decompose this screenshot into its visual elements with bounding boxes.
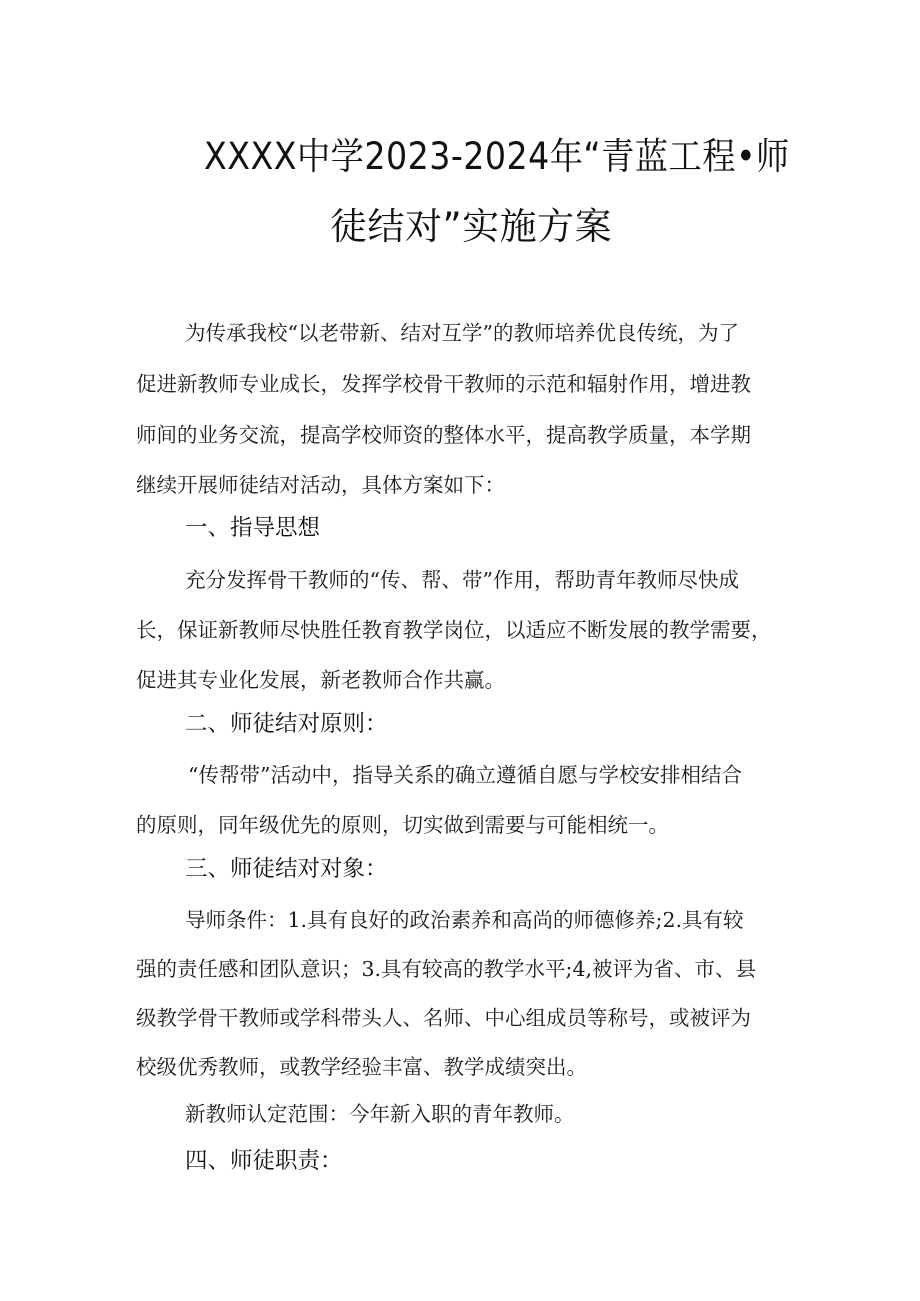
section-3-line-3: 级教学骨干教师或学科带头人、名师、中心组成员等称号，或被评为 <box>136 1006 751 1030</box>
section-1-line-3: 促进其专业化发展，新老教师合作共赢。 <box>136 668 505 692</box>
section-4-heading: 四、师徒职责： <box>185 1148 343 1174</box>
section-3-line-5: 新教师认定范围：今年新入职的青年教师。 <box>185 1102 575 1126</box>
section-2-heading: 二、师徒结对原则： <box>185 711 388 737</box>
intro-line-3: 师间的业务交流，提高学校师资的整体水平，提高教学质量，本学期 <box>136 423 751 447</box>
section-2-line-1: “传帮带”活动中，指导关系的确立遵循自愿与学校安排相结合 <box>188 763 742 787</box>
intro-line-4: 继续开展师徒结对活动，具体方案如下： <box>136 473 505 497</box>
document-title-line-2: 徒结对”实施方案 <box>330 205 613 248</box>
intro-line-1: 为传承我校“以老带新、结对互学”的教师培养优良传统，为了 <box>185 321 739 345</box>
document-title-line-1: XXXX中学2023-2024年“青蓝工程•师 <box>204 135 790 178</box>
section-1-heading: 一、指导思想 <box>185 515 321 541</box>
section-3-line-2: 强的责任感和团队意识；3.具有较高的教学水平;4,被评为省、市、县 <box>136 957 757 981</box>
section-3-line-4: 校级优秀教师，或教学经验丰富、教学成绩突出。 <box>136 1055 587 1079</box>
section-1-line-2: 长，保证新教师尽快胜任教育教学岗位，以适应不断发展的教学需要， <box>136 618 772 642</box>
section-2-line-2: 的原则，同年级优先的原则，切实做到需要与可能相统一。 <box>136 813 669 837</box>
section-3-heading: 三、师徒结对对象： <box>185 856 388 882</box>
intro-line-2: 促进新教师专业成长，发挥学校骨干教师的示范和辐射作用，增进教 <box>136 372 751 396</box>
section-1-line-1: 充分发挥骨干教师的“传、帮、带”作用，帮助青年教师尽快成 <box>185 568 739 592</box>
section-3-line-1: 导师条件：1.具有良好的政治素养和高尚的师德修养;2.具有较 <box>185 908 744 932</box>
